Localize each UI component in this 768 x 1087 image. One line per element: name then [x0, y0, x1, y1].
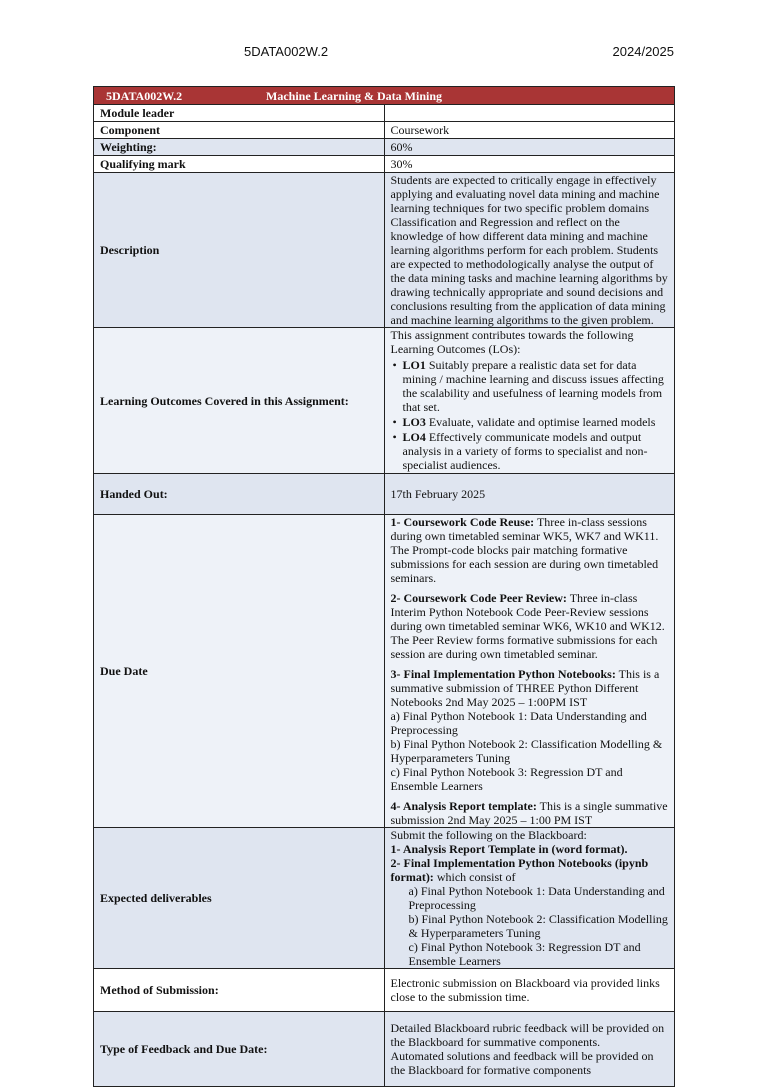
- deliverables-item-1: [391, 842, 669, 856]
- due-item-4: [391, 799, 669, 827]
- list-item: [403, 415, 669, 429]
- deliverables-intro: Submit the following on the Blackboard:: [390, 828, 587, 842]
- lo-code: LO4: [402, 430, 426, 444]
- row-method-of-submission: [94, 969, 675, 1012]
- row-weighting: [94, 139, 675, 156]
- lo-code: LO1: [402, 358, 426, 372]
- feedback-cell: [384, 1012, 675, 1087]
- due-sub-item: b) Final Python Notebook 2: Classification Modelling & Hyperparameters Tuning: [390, 737, 663, 765]
- deliverables-sub-item: b) Final Python Notebook 2: Classification Modelling & Hyperparameters Tuning: [408, 912, 668, 940]
- row-module-leader: [94, 105, 675, 122]
- deliverables-label: Expected deliverables: [94, 828, 385, 969]
- feedback-line-2: Automated solutions and feedback will be provided on the Blackboard for formative components: [390, 1049, 654, 1077]
- learning-outcomes-cell: [384, 328, 675, 474]
- due-date-cell: [384, 515, 675, 828]
- row-handed-out: [94, 474, 675, 515]
- feedback-label: Type of Feedback and Due Date:: [94, 1012, 385, 1087]
- deliverables-sub-item: c) Final Python Notebook 3: Regression DT and Ensemble Learners: [408, 940, 641, 968]
- due-item-title: 4- Analysis Report template:: [390, 799, 537, 813]
- method-value: Electronic submission on Blackboard via provided links close to the submission time.: [384, 969, 675, 1012]
- weighting-label: Weighting:: [94, 139, 385, 156]
- due-item-title: 2- Coursework Code Peer Review:: [390, 591, 567, 605]
- due-item-2: [391, 591, 669, 661]
- header-module-code: 5DATA002W.2: [244, 44, 329, 59]
- deliverables-item-title: 2- Final Implementation Python Notebooks (ipynb format):: [390, 856, 649, 884]
- lo-text: Evaluate, validate and optimise learned models: [425, 415, 656, 429]
- lo-code: LO3: [402, 415, 426, 429]
- component-value: Coursework: [384, 122, 675, 139]
- due-sub-item: a) Final Python Notebook 1: Data Understanding and Preprocessing: [390, 709, 647, 737]
- module-info-table: [93, 86, 675, 1087]
- lo-text: Effectively communicate models and output analysis in a variety of forms to specialist and non-specialist audiences.: [402, 430, 648, 472]
- table-banner: [94, 87, 675, 105]
- description-label: Description: [94, 173, 385, 328]
- due-item-text: Three in-class sessions during own timetabled seminar WK5, WK7 and WK11. The Prompt-code blocks pair matching formative submissions for each session are during own timetabled seminars.: [390, 515, 659, 585]
- due-date-label: Due Date: [94, 515, 385, 828]
- due-item-1: [391, 515, 669, 585]
- due-item-title: 3- Final Implementation Python Notebooks:: [390, 667, 616, 681]
- component-label: Component: [94, 122, 385, 139]
- module-leader-value: [384, 105, 675, 122]
- feedback-line-1: Detailed Blackboard rubric feedback will be provided on the Blackboard for summative components.: [390, 1021, 665, 1049]
- description-text: Students are expected to critically engage in effectively applying and evaluating novel data mining and machine learning techniques for two specific problem domains Classification and Regression and reflect on the knowledge of how different data mining and machine learning algorithms perform for each problem. Students are expected to methodologically analyse the output of the data mining tasks and machine learning algorithms by drawing technically appropriate and sound decisions and conclusions resulting from the application of data mining and machine learning algorithms to the given problem.: [390, 173, 668, 327]
- learning-outcomes-list: [391, 358, 669, 472]
- deliverables-item-2: [391, 856, 669, 884]
- row-due-date: [94, 515, 675, 828]
- banner-module-code: 5DATA002W.2: [106, 88, 183, 103]
- due-item-text: This is a single summative submission 2nd May 2025 – 1:00 PM IST: [390, 799, 668, 827]
- header-academic-year: 2024/2025: [612, 44, 674, 59]
- qualifying-mark-label: Qualifying mark: [94, 156, 385, 173]
- row-deliverables: [94, 828, 675, 969]
- deliverables-sub-item: a) Final Python Notebook 1: Data Understanding and Preprocessing: [408, 884, 665, 912]
- due-item-text: Three in-class Interim Python Notebook Code Peer-Review sessions during own timetabled seminar WK6, WK10 and WK12. The Peer Review forms formative submissions for each session are during own timetabled seminar.: [390, 591, 665, 661]
- handed-out-label: Handed Out:: [94, 474, 385, 515]
- learning-outcomes-intro: This assignment contributes towards the following Learning Outcomes (LOs):: [390, 328, 634, 356]
- row-description: [94, 173, 675, 328]
- row-qualifying-mark: [94, 156, 675, 173]
- deliverables-cell: [384, 828, 675, 969]
- lo-text: Suitably prepare a realistic data set for data mining / machine learning and discuss issues affecting the scalability and usefulness of learning models from that set.: [402, 358, 664, 414]
- weighting-value: 60%: [384, 139, 675, 156]
- due-item-title: 1- Coursework Code Reuse:: [390, 515, 535, 529]
- due-sub-item: c) Final Python Notebook 3: Regression DT and Ensemble Learners: [390, 765, 623, 793]
- banner-module-title: Machine Learning & Data Mining: [266, 88, 442, 103]
- list-item: [403, 430, 669, 472]
- description-cell: [384, 173, 675, 328]
- row-component: [94, 122, 675, 139]
- due-item-3: [391, 667, 669, 709]
- row-learning-outcomes: [94, 328, 675, 474]
- module-leader-label: Module leader: [94, 105, 385, 122]
- learning-outcomes-label: Learning Outcomes Covered in this Assignment:: [94, 328, 385, 474]
- row-feedback: [94, 1012, 675, 1087]
- method-label: Method of Submission:: [94, 969, 385, 1012]
- due-item-text: This is a summative submission of THREE Python Different Notebooks 2nd May 2025 – 1:00PM IST: [390, 667, 660, 709]
- handed-out-value: 17th February 2025: [384, 474, 675, 515]
- deliverables-item-text: which consist of: [433, 870, 516, 884]
- deliverables-item-title: 1- Analysis Report Template in (word format).: [390, 842, 628, 856]
- page-header: [0, 44, 768, 64]
- list-item: [403, 358, 669, 414]
- qualifying-mark-value: 30%: [384, 156, 675, 173]
